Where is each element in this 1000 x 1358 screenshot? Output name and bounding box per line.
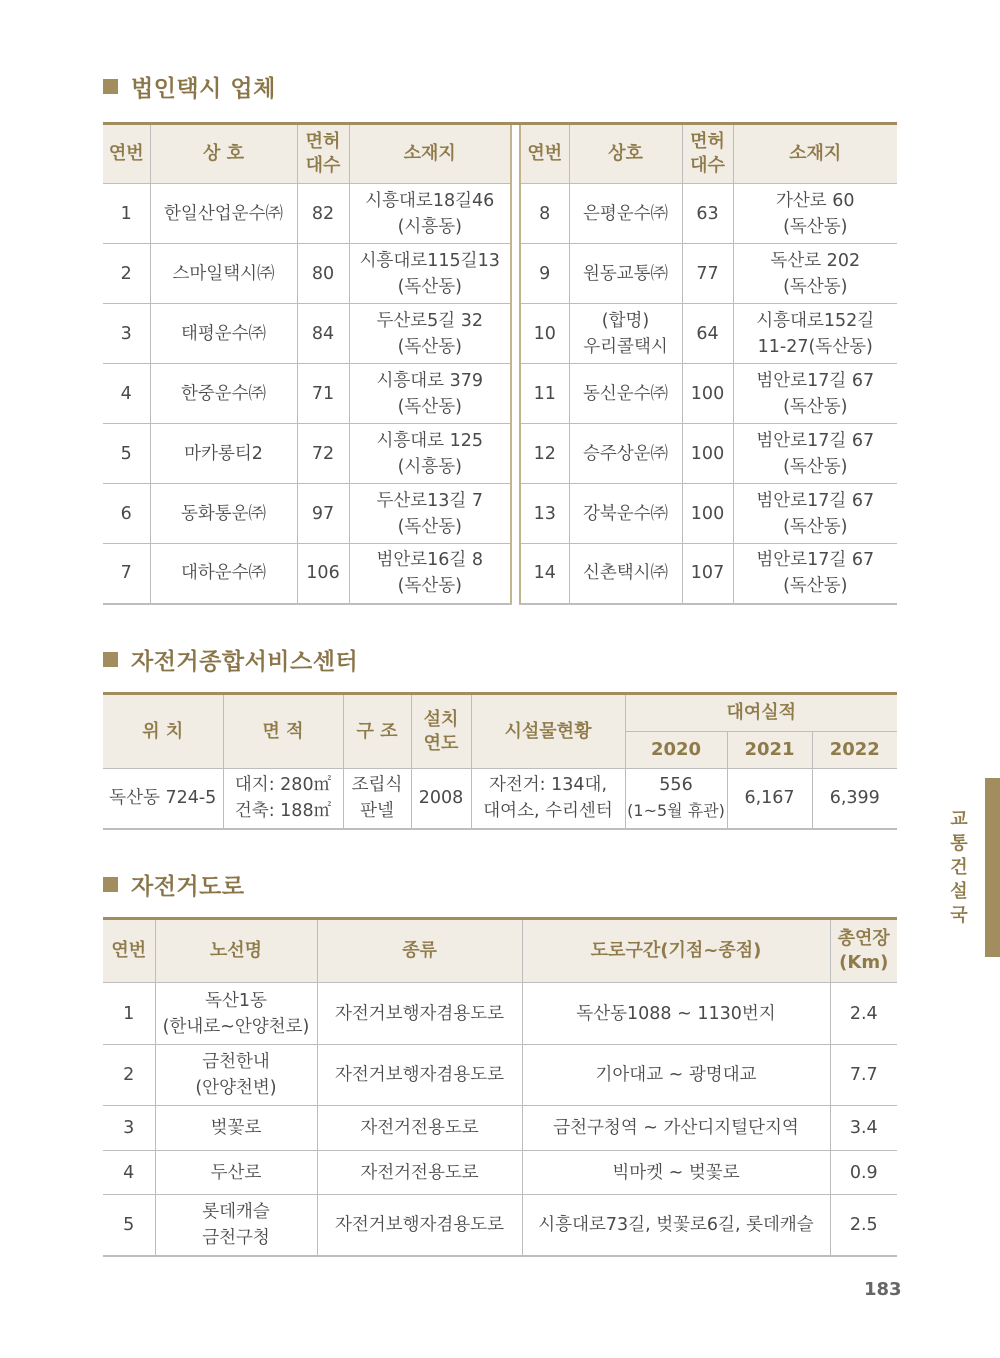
name-line1: (합명) (601, 310, 650, 331)
cell-address (733, 244, 897, 304)
structure-line2: 판넬 (360, 801, 394, 822)
address-line1: 범안로17길 67 (756, 550, 875, 571)
cell-count: 77 (682, 244, 733, 304)
cell-length: 3.4 (830, 1106, 897, 1151)
cell-name (569, 304, 682, 364)
section-title-text: 법인택시 업체 (131, 76, 276, 102)
table-row (103, 983, 897, 1045)
cell-address (349, 544, 511, 604)
cell-address (733, 304, 897, 364)
cell-count: 63 (682, 184, 733, 244)
header-route: 노선명 (155, 919, 317, 983)
cell-type: 자전거보행자겸용도로 (317, 1045, 522, 1106)
table-row (103, 244, 897, 304)
header-name: 상 호 (150, 124, 297, 184)
cell-route (155, 1045, 317, 1106)
rental-2020: 556 (659, 775, 693, 796)
bike-road-table (103, 917, 897, 1257)
cell-count: 80 (297, 244, 349, 304)
cell-location: 독산동 724-5 (103, 769, 223, 829)
cell-no: 5 (103, 424, 150, 484)
cell-section: 기아대교 ~ 광명대교 (522, 1045, 830, 1106)
square-bullet-icon (103, 652, 118, 667)
header-rentals: 대여실적 (625, 694, 897, 732)
address-line2: (독산동) (397, 396, 462, 417)
cell-name: 스마일택시㈜ (150, 244, 297, 304)
cell-count: 84 (297, 304, 349, 364)
cell-no: 4 (103, 1151, 155, 1195)
table-row (103, 304, 897, 364)
header-year (411, 694, 471, 769)
header-count-line1: 면허 (690, 131, 725, 152)
route-line2: (안양천변) (195, 1078, 277, 1098)
route-line2: 금천구청 (202, 1227, 270, 1248)
cell-no: 4 (103, 364, 150, 424)
address-line1: 시흥대로115길13 (359, 250, 500, 271)
table-row (103, 544, 897, 604)
cell-address (733, 364, 897, 424)
cell-address (349, 424, 511, 484)
table-row (103, 1195, 897, 1256)
cell-no: 10 (520, 304, 569, 364)
table-divider (511, 364, 520, 424)
address-line1: 범안로17길 67 (756, 370, 875, 391)
cell-count: 82 (297, 184, 349, 244)
address-line2: (시흥동) (397, 216, 462, 237)
header-year-line1: 설치 (423, 708, 459, 730)
address-line1: 독산로 202 (770, 250, 861, 271)
header-2021: 2021 (727, 732, 812, 769)
header-count-line2: 대수 (690, 155, 725, 176)
cell-section: 빅마켓 ~ 벚꽃로 (522, 1151, 830, 1195)
table-divider (511, 184, 520, 244)
cell-address (733, 484, 897, 544)
section-title-bike-center (103, 643, 358, 676)
cell-no: 9 (520, 244, 569, 304)
address-line2: (독산동) (783, 576, 848, 597)
table-divider (511, 304, 520, 364)
cell-count: 64 (682, 304, 733, 364)
cell-no: 12 (520, 424, 569, 484)
cell-length: 2.5 (830, 1195, 897, 1256)
cell-address (733, 424, 897, 484)
cell-name: 태평운수㈜ (150, 304, 297, 364)
table-divider (511, 484, 520, 544)
cell-length: 2.4 (830, 983, 897, 1045)
cell-no: 1 (103, 184, 150, 244)
cell-address (349, 184, 511, 244)
header-facilities: 시설물현황 (471, 694, 625, 769)
cell-name: 마카롱티2 (150, 424, 297, 484)
header-count-right (682, 124, 733, 184)
cell-address (349, 364, 511, 424)
section-title-bike-road (103, 868, 245, 901)
bike-road-header-row (103, 919, 897, 983)
cell-type: 자전거전용도로 (317, 1106, 522, 1151)
table-row (103, 484, 897, 544)
header-no-right: 연번 (520, 124, 569, 184)
address-line1: 가산로 60 (775, 190, 855, 211)
side-tab-label: 교통건설국 (950, 809, 968, 926)
header-type: 종류 (317, 919, 522, 983)
square-bullet-icon (103, 877, 118, 892)
table-row (103, 1106, 897, 1151)
cell-name: 신촌택시㈜ (569, 544, 682, 604)
cell-type: 자전거보행자겸용도로 (317, 983, 522, 1045)
cell-address (349, 304, 511, 364)
cell-route: 두산로 (155, 1151, 317, 1195)
cell-2022: 6,399 (812, 769, 897, 829)
address-line2: (독산동) (783, 216, 848, 237)
cell-address (733, 184, 897, 244)
section-title-text: 자전거도로 (131, 874, 245, 900)
cell-structure (343, 769, 411, 829)
cell-no: 2 (103, 244, 150, 304)
cell-route (155, 1195, 317, 1256)
address-line2: (독산동) (783, 276, 848, 297)
address-line2: (독산동) (783, 396, 848, 417)
structure-line1: 조립식 (351, 775, 403, 796)
route-line2: (한내로~안양천로) (162, 1016, 310, 1037)
facilities-line1: 자전거: 134대, (488, 775, 608, 796)
header-2020: 2020 (625, 732, 727, 769)
header-structure: 구 조 (343, 694, 411, 769)
address-line1: 시흥대로152길 (756, 310, 875, 331)
route-line1: 롯데캐슬 (202, 1201, 270, 1222)
section-title-text: 자전거종합서비스센터 (131, 649, 359, 675)
cell-count: 97 (297, 484, 349, 544)
address-line2: (독산동) (397, 516, 462, 537)
cell-address (349, 244, 511, 304)
facilities-line2: 대여소, 수리센터 (483, 801, 613, 822)
cell-no: 13 (520, 484, 569, 544)
table-row (103, 1151, 897, 1195)
header-location: 위 치 (103, 694, 223, 769)
table-divider (511, 124, 520, 184)
cell-address (349, 484, 511, 544)
cell-facilities (471, 769, 625, 829)
section-title-taxi (103, 70, 276, 103)
cell-count: 100 (682, 484, 733, 544)
rental-2020-note: (1~5월 휴관) (627, 801, 725, 821)
cell-no: 5 (103, 1195, 155, 1256)
cell-section: 금천구청역 ~ 가산디지털단지역 (522, 1106, 830, 1151)
header-address: 소재지 (349, 124, 511, 184)
area-land: 대지: 280㎡ (234, 775, 332, 796)
table-row (103, 1045, 897, 1106)
header-length-line1: 총연장 (837, 928, 890, 949)
cell-count: 72 (297, 424, 349, 484)
cell-section: 시흥대로73길, 벚꽃로6길, 롯데캐슬 (522, 1195, 830, 1256)
address-line1: 시흥대로 379 (376, 370, 484, 391)
cell-year: 2008 (411, 769, 471, 829)
bike-center-table (103, 692, 897, 830)
square-bullet-icon (103, 79, 118, 94)
header-name-right: 상호 (569, 124, 682, 184)
route-line1: 금천한내 (202, 1052, 270, 1072)
taxi-table (103, 122, 897, 605)
address-line2: (시흥동) (397, 456, 462, 477)
header-address-right: 소재지 (733, 124, 897, 184)
address-line2: (독산동) (397, 276, 462, 297)
cell-count: 107 (682, 544, 733, 604)
address-line1: 두산로5길 32 (376, 310, 484, 331)
cell-count: 100 (682, 364, 733, 424)
address-line2: (독산동) (397, 576, 462, 597)
cell-no: 7 (103, 544, 150, 604)
name-line2: 우리콜택시 (583, 336, 668, 357)
address-line1: 시흥대로18길46 (365, 190, 495, 211)
cell-name: 동신운수㈜ (569, 364, 682, 424)
cell-section: 독산동1088 ~ 1130번지 (522, 983, 830, 1045)
cell-route (155, 983, 317, 1045)
table-divider (511, 544, 520, 604)
header-count-line2: 대수 (305, 155, 341, 176)
cell-no: 8 (520, 184, 569, 244)
cell-no: 14 (520, 544, 569, 604)
table-divider (511, 424, 520, 484)
table-row (103, 424, 897, 484)
address-line1: 두산로13길 7 (376, 490, 484, 511)
table-divider (511, 244, 520, 304)
cell-no: 11 (520, 364, 569, 424)
page-number: 183 (864, 1279, 902, 1300)
cell-2020 (625, 769, 727, 829)
cell-length: 7.7 (830, 1045, 897, 1106)
cell-name: 한중운수㈜ (150, 364, 297, 424)
cell-name: 대하운수㈜ (150, 544, 297, 604)
header-length-line2: (Km) (839, 952, 889, 973)
address-line2: (독산동) (783, 516, 848, 537)
header-no: 연번 (103, 919, 155, 983)
cell-name: 강북운수㈜ (569, 484, 682, 544)
address-line2: (독산동) (783, 456, 848, 477)
cell-no: 6 (103, 484, 150, 544)
address-line1: 범안로16길 8 (376, 550, 484, 571)
side-tab-bar (985, 778, 1000, 957)
table-row (103, 364, 897, 424)
header-2022: 2022 (812, 732, 897, 769)
address-line1: 시흥대로 125 (376, 430, 484, 451)
cell-name: 동화통운㈜ (150, 484, 297, 544)
cell-area (223, 769, 343, 829)
bike-center-header-row (103, 694, 897, 732)
address-line1: 범안로17길 67 (756, 430, 875, 451)
cell-no: 2 (103, 1045, 155, 1106)
cell-type: 자전거전용도로 (317, 1151, 522, 1195)
table-row (103, 184, 897, 244)
header-section: 도로구간(기점~종점) (522, 919, 830, 983)
cell-no: 1 (103, 983, 155, 1045)
cell-type: 자전거보행자겸용도로 (317, 1195, 522, 1256)
cell-name: 승주상운㈜ (569, 424, 682, 484)
address-line2: (독산동) (397, 336, 462, 357)
address-line2: 11-27(독산동) (757, 336, 873, 357)
cell-2021: 6,167 (727, 769, 812, 829)
header-length (830, 919, 897, 983)
cell-count: 100 (682, 424, 733, 484)
area-building: 건축: 188㎡ (234, 801, 332, 822)
cell-no: 3 (103, 1106, 155, 1151)
cell-length: 0.9 (830, 1151, 897, 1195)
header-count (297, 124, 349, 184)
address-line1: 범안로17길 67 (756, 490, 875, 511)
table-row (103, 769, 897, 829)
cell-route: 벚꽃로 (155, 1106, 317, 1151)
header-no: 연번 (103, 124, 150, 184)
header-year-line2: 연도 (423, 732, 459, 754)
header-count-line1: 면허 (305, 131, 341, 152)
cell-count: 106 (297, 544, 349, 604)
cell-name: 원동교통㈜ (569, 244, 682, 304)
cell-address (733, 544, 897, 604)
header-area: 면 적 (223, 694, 343, 769)
cell-count: 71 (297, 364, 349, 424)
cell-name: 은평운수㈜ (569, 184, 682, 244)
taxi-header-row (103, 124, 897, 184)
cell-no: 3 (103, 304, 150, 364)
cell-name: 한일산업운수㈜ (150, 184, 297, 244)
route-line1: 독산1동 (205, 990, 267, 1011)
